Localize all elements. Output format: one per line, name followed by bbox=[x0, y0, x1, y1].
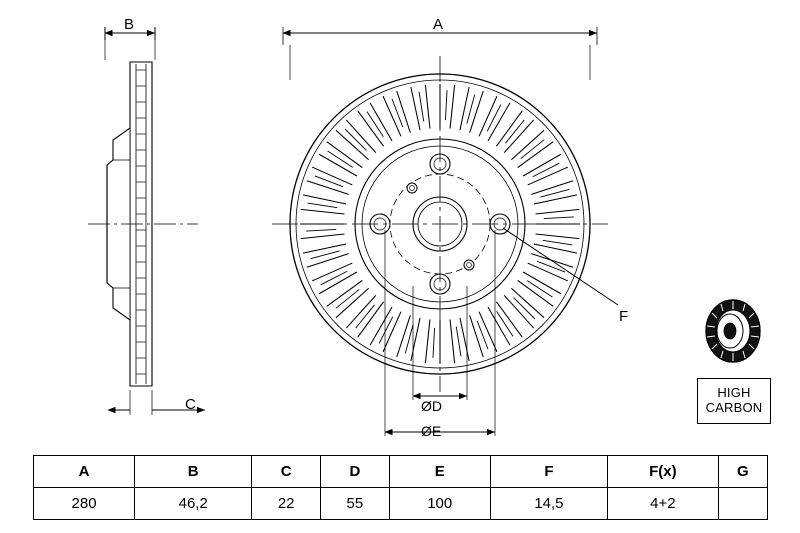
brake-disc-icon bbox=[706, 300, 760, 362]
spec-value-fx: 4+2 bbox=[608, 488, 719, 520]
table-row bbox=[34, 488, 768, 520]
spec-table-header-row bbox=[34, 456, 768, 488]
spec-header-e: E bbox=[389, 456, 490, 488]
dim-label-b: B bbox=[124, 16, 135, 33]
spec-value-c: 22 bbox=[252, 488, 321, 520]
dim-label-e: ØE bbox=[421, 423, 442, 439]
centre-axis-front bbox=[272, 56, 608, 392]
dim-label-d: ØD bbox=[421, 398, 442, 414]
spec-header-fx: F(x) bbox=[608, 456, 719, 488]
spec-value-e: 100 bbox=[389, 488, 490, 520]
dim-label-f: F bbox=[619, 308, 629, 325]
spec-header-g: G bbox=[718, 456, 767, 488]
spec-header-b: B bbox=[135, 456, 252, 488]
high-carbon-line1: HIGH bbox=[717, 385, 751, 401]
dim-label-a: A bbox=[433, 16, 444, 33]
spec-header-f: F bbox=[490, 456, 607, 488]
spec-value-g bbox=[718, 488, 767, 520]
spec-header-a: A bbox=[34, 456, 135, 488]
high-carbon-badge bbox=[697, 378, 771, 424]
spec-header-d: D bbox=[321, 456, 390, 488]
high-carbon-line2: CARBON bbox=[705, 400, 763, 415]
spec-value-d: 55 bbox=[321, 488, 390, 520]
spec-value-a: 280 bbox=[34, 488, 135, 520]
spec-table bbox=[33, 455, 768, 520]
spec-value-b: 46,2 bbox=[135, 488, 252, 520]
dim-label-c: C bbox=[185, 396, 196, 413]
spec-value-f: 14,5 bbox=[490, 488, 607, 520]
spec-header-c: C bbox=[252, 456, 321, 488]
